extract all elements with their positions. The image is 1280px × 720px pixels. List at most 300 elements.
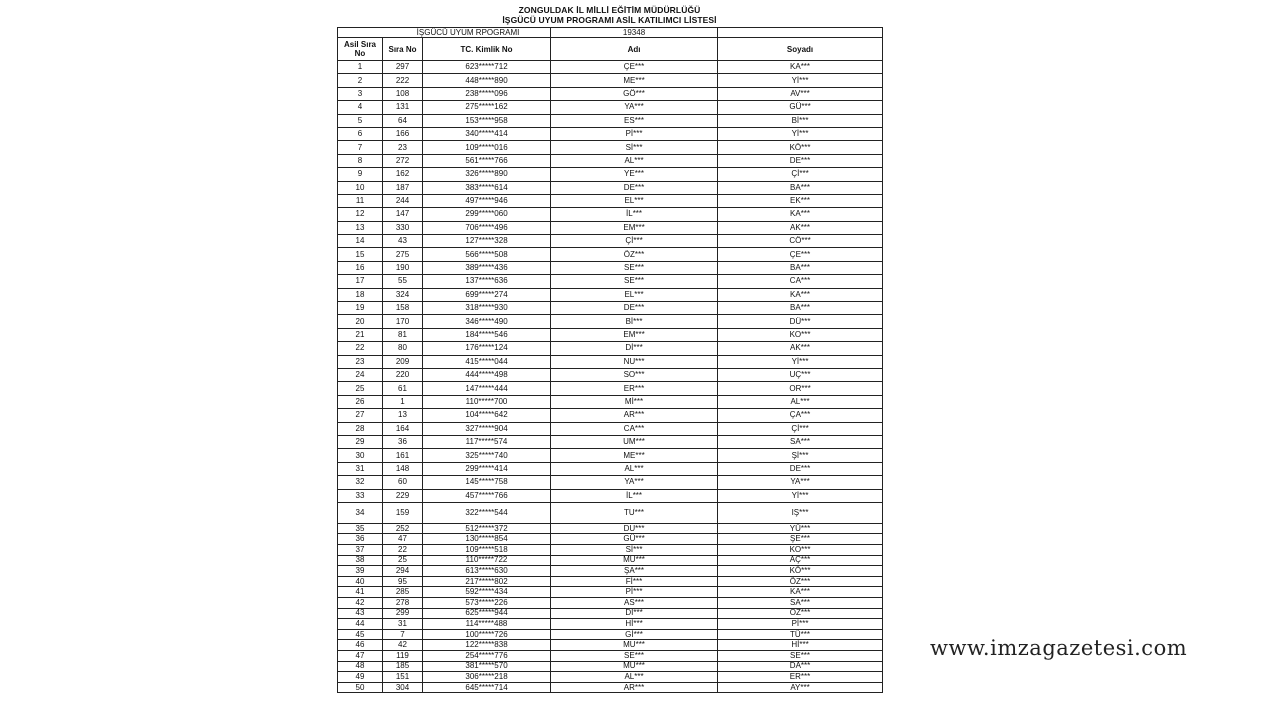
table-row [338,395,883,408]
adi-cell: DU*** [551,523,718,534]
table-row [338,261,883,274]
soyadi-cell: AÇ*** [718,555,883,566]
adi-cell: ŞA*** [551,566,718,577]
table-row [338,682,883,693]
table-row [338,566,883,577]
sira-no-cell: 229 [383,489,423,502]
asil-sira-cell: 11 [338,194,383,207]
table-row [338,114,883,127]
table-row [338,629,883,640]
soyadi-cell: ÇE*** [718,248,883,261]
adi-cell: MU*** [551,661,718,672]
asil-sira-cell: 24 [338,368,383,381]
tc-kimlik-cell: 497*****946 [423,194,551,207]
tc-kimlik-cell: 137*****636 [423,275,551,288]
soyadi-cell: Çİ*** [718,168,883,181]
adi-cell: CA*** [551,422,718,435]
table-row [338,534,883,545]
tc-kimlik-cell: 561*****766 [423,154,551,167]
program-row [338,28,883,38]
adi-cell: YE*** [551,168,718,181]
adi-cell: YA*** [551,476,718,489]
adi-cell: GÖ*** [551,87,718,100]
sira-no-cell: 159 [383,502,423,523]
adi-cell: AR*** [551,682,718,693]
asil-sira-cell: 16 [338,261,383,274]
sira-no-cell: 80 [383,342,423,355]
asil-sira-cell: 49 [338,672,383,683]
adi-cell: SE*** [551,651,718,662]
tc-kimlik-cell: 346*****490 [423,315,551,328]
adi-cell: TU*** [551,502,718,523]
adi-cell: AL*** [551,154,718,167]
adi-cell: SE*** [551,261,718,274]
adi-cell: UM*** [551,435,718,448]
tc-kimlik-cell: 625*****944 [423,608,551,619]
sira-no-cell: 285 [383,587,423,598]
asil-sira-cell: 20 [338,315,383,328]
tc-kimlik-cell: 176*****124 [423,342,551,355]
table-row [338,355,883,368]
asil-sira-cell: 2 [338,74,383,87]
participant-table [337,27,883,693]
table-row [338,235,883,248]
sira-no-cell: 119 [383,651,423,662]
tc-kimlik-cell: 512*****372 [423,523,551,534]
asil-sira-cell: 44 [338,619,383,630]
adi-cell: SE*** [551,275,718,288]
soyadi-cell: IŞ*** [718,502,883,523]
soyadi-cell: SA*** [718,598,883,609]
sira-no-cell: 1 [383,395,423,408]
tc-kimlik-cell: 299*****414 [423,462,551,475]
adi-cell: YA*** [551,101,718,114]
soyadi-cell: AL*** [718,395,883,408]
tc-kimlik-cell: 109*****518 [423,545,551,556]
sira-no-cell: 330 [383,221,423,234]
asil-sira-cell: 5 [338,114,383,127]
soyadi-cell: KA*** [718,288,883,301]
col-header-adi: Adı [551,38,718,61]
adi-cell: EM*** [551,221,718,234]
sira-no-cell: 42 [383,640,423,651]
table-row [338,208,883,221]
sira-no-cell: 22 [383,545,423,556]
table-row [338,576,883,587]
adi-cell: ES*** [551,114,718,127]
table-row [338,141,883,154]
adi-cell: Hİ*** [551,619,718,630]
tc-kimlik-cell: 566*****508 [423,248,551,261]
tc-kimlik-cell: 110*****722 [423,555,551,566]
tc-kimlik-cell: 217*****802 [423,576,551,587]
asil-sira-cell: 19 [338,302,383,315]
asil-sira-cell: 25 [338,382,383,395]
table-row [338,181,883,194]
table-row [338,651,883,662]
watermark-text: www.imzagazetesi.com [930,636,1188,660]
sira-no-cell: 23 [383,141,423,154]
table-row [338,587,883,598]
document-title: ZONGULDAK İL MİLLİ EĞİTİM MÜDÜRLÜĞÜ [518,5,701,15]
tc-kimlik-cell: 322*****544 [423,502,551,523]
tc-kimlik-cell: 327*****904 [423,422,551,435]
table-row [338,221,883,234]
table-row [338,545,883,556]
soyadi-cell: UÇ*** [718,368,883,381]
adi-cell: AL*** [551,462,718,475]
adi-cell: İL*** [551,489,718,502]
sira-no-cell: 95 [383,576,423,587]
adi-cell: ME*** [551,74,718,87]
asil-sira-cell: 7 [338,141,383,154]
soyadi-cell: AY*** [718,682,883,693]
tc-kimlik-cell: 326*****890 [423,168,551,181]
sira-no-cell: 278 [383,598,423,609]
tc-kimlik-cell: 325*****740 [423,449,551,462]
adi-cell: NU*** [551,355,718,368]
soyadi-cell: ÇA*** [718,409,883,422]
sira-no-cell: 158 [383,302,423,315]
document-subtitle: İŞGÜCÜ UYUM PROGRAMI ASİL KATILIMCI LİSTESİ [502,15,717,25]
adi-cell: Dİ*** [551,608,718,619]
tc-kimlik-cell: 318*****930 [423,302,551,315]
soyadi-cell: KÖ*** [718,141,883,154]
soyadi-cell: Yİ*** [718,127,883,140]
adi-cell: AL*** [551,672,718,683]
adi-cell: DE*** [551,181,718,194]
soyadi-cell: DA*** [718,661,883,672]
adi-cell: Dİ*** [551,342,718,355]
sira-no-cell: 190 [383,261,423,274]
soyadi-cell: CÖ*** [718,235,883,248]
soyadi-cell: Pİ*** [718,619,883,630]
asil-sira-cell: 6 [338,127,383,140]
sira-no-cell: 61 [383,382,423,395]
table-row [338,672,883,683]
asil-sira-cell: 22 [338,342,383,355]
adi-cell: MU*** [551,640,718,651]
table-row [338,342,883,355]
tc-kimlik-cell: 299*****060 [423,208,551,221]
tc-kimlik-cell: 706*****496 [423,221,551,234]
soyadi-cell: GÜ*** [718,101,883,114]
tc-kimlik-cell: 109*****016 [423,141,551,154]
asil-sira-cell: 27 [338,409,383,422]
asil-sira-cell: 28 [338,422,383,435]
soyadi-cell: Bİ*** [718,114,883,127]
sira-no-cell: 147 [383,208,423,221]
sira-no-cell: 187 [383,181,423,194]
sira-no-cell: 170 [383,315,423,328]
tc-kimlik-cell: 623*****712 [423,61,551,74]
sira-no-cell: 209 [383,355,423,368]
col-header-soyadi: Soyadı [718,38,883,61]
asil-sira-cell: 13 [338,221,383,234]
soyadi-cell: TÜ*** [718,629,883,640]
table-row [338,61,883,74]
adi-cell: Fİ*** [551,576,718,587]
table-row [338,168,883,181]
asil-sira-cell: 34 [338,502,383,523]
adi-cell: EM*** [551,328,718,341]
sira-no-cell: 60 [383,476,423,489]
tc-kimlik-cell: 110*****700 [423,395,551,408]
table-row [338,476,883,489]
sira-no-cell: 25 [383,555,423,566]
tc-kimlik-cell: 100*****726 [423,629,551,640]
adi-cell: AR*** [551,409,718,422]
asil-sira-cell: 12 [338,208,383,221]
adi-cell: DE*** [551,302,718,315]
adi-cell: Sİ*** [551,545,718,556]
table-row [338,302,883,315]
sira-no-cell: 275 [383,248,423,261]
tc-kimlik-cell: 592*****434 [423,587,551,598]
adi-cell: İL*** [551,208,718,221]
asil-sira-cell: 35 [338,523,383,534]
asil-sira-cell: 9 [338,168,383,181]
soyadi-cell: ŞE*** [718,534,883,545]
soyadi-cell: DÜ*** [718,315,883,328]
soyadi-cell: SA*** [718,435,883,448]
tc-kimlik-cell: 383*****614 [423,181,551,194]
soyadi-cell: CA*** [718,275,883,288]
table-row [338,449,883,462]
tc-kimlik-cell: 104*****642 [423,409,551,422]
tc-kimlik-cell: 254*****776 [423,651,551,662]
table-row [338,74,883,87]
soyadi-cell: SE*** [718,651,883,662]
asil-sira-cell: 1 [338,61,383,74]
table-row [338,502,883,523]
table-row [338,608,883,619]
table-row [338,661,883,672]
soyadi-cell: EK*** [718,194,883,207]
sira-no-cell: 13 [383,409,423,422]
adi-cell: Pİ*** [551,587,718,598]
asil-sira-cell: 18 [338,288,383,301]
asil-sira-cell: 29 [338,435,383,448]
asil-sira-cell: 38 [338,555,383,566]
tc-kimlik-cell: 145*****758 [423,476,551,489]
tc-kimlik-cell: 448*****890 [423,74,551,87]
sira-no-cell: 164 [383,422,423,435]
tc-kimlik-cell: 389*****436 [423,261,551,274]
sira-no-cell: 131 [383,101,423,114]
table-row [338,368,883,381]
table-row [338,154,883,167]
adi-cell: MU*** [551,555,718,566]
asil-sira-cell: 36 [338,534,383,545]
asil-sira-cell: 14 [338,235,383,248]
asil-sira-cell: 17 [338,275,383,288]
table-row [338,422,883,435]
sira-no-cell: 47 [383,534,423,545]
asil-sira-cell: 26 [338,395,383,408]
program-label: İŞGÜCÜ UYUM RPOGRAMI [338,28,551,38]
asil-sira-cell: 21 [338,328,383,341]
soyadi-cell: YA*** [718,476,883,489]
table-row [338,640,883,651]
soyadi-cell: Çİ*** [718,422,883,435]
soyadi-cell: YÜ*** [718,523,883,534]
adi-cell: Çİ*** [551,235,718,248]
soyadi-cell: ÖZ*** [718,608,883,619]
tc-kimlik-cell: 340*****414 [423,127,551,140]
sira-no-cell: 185 [383,661,423,672]
tc-kimlik-cell: 306*****218 [423,672,551,683]
table-row [338,275,883,288]
table-row [338,598,883,609]
asil-sira-cell: 33 [338,489,383,502]
soyadi-cell: DE*** [718,154,883,167]
table-header [338,38,883,61]
tc-kimlik-cell: 381*****570 [423,661,551,672]
sira-no-cell: 7 [383,629,423,640]
adi-cell: AS*** [551,598,718,609]
asil-sira-cell: 42 [338,598,383,609]
asil-sira-cell: 41 [338,587,383,598]
adi-cell: ER*** [551,382,718,395]
adi-cell: SO*** [551,368,718,381]
sira-no-cell: 162 [383,168,423,181]
tc-kimlik-cell: 573*****226 [423,598,551,609]
sira-no-cell: 148 [383,462,423,475]
program-code: 19348 [551,28,718,38]
sira-no-cell: 151 [383,672,423,683]
asil-sira-cell: 23 [338,355,383,368]
sira-no-cell: 252 [383,523,423,534]
tc-kimlik-cell: 114*****488 [423,619,551,630]
soyadi-cell: KO*** [718,328,883,341]
soyadi-cell: KÖ*** [718,566,883,577]
sira-no-cell: 244 [383,194,423,207]
tc-kimlik-cell: 444*****498 [423,368,551,381]
tc-kimlik-cell: 457*****766 [423,489,551,502]
tc-kimlik-cell: 613*****630 [423,566,551,577]
soyadi-cell: Yİ*** [718,74,883,87]
adi-cell: Pİ*** [551,127,718,140]
tc-kimlik-cell: 147*****444 [423,382,551,395]
soyadi-cell: ER*** [718,672,883,683]
tc-kimlik-cell: 153*****958 [423,114,551,127]
soyadi-cell: OR*** [718,382,883,395]
sira-no-cell: 43 [383,235,423,248]
table-row [338,435,883,448]
soyadi-cell: Hİ*** [718,640,883,651]
asil-sira-cell: 39 [338,566,383,577]
asil-sira-cell: 8 [338,154,383,167]
sira-no-cell: 222 [383,74,423,87]
soyadi-cell: DE*** [718,462,883,475]
asil-sira-cell: 48 [338,661,383,672]
tc-kimlik-cell: 122*****838 [423,640,551,651]
tc-kimlik-cell: 238*****096 [423,87,551,100]
soyadi-cell: BA*** [718,181,883,194]
table-row [338,101,883,114]
adi-cell: Bİ*** [551,315,718,328]
table-row [338,87,883,100]
sira-no-cell: 108 [383,87,423,100]
tc-kimlik-cell: 184*****546 [423,328,551,341]
table-row [338,328,883,341]
sira-no-cell: 299 [383,608,423,619]
asil-sira-cell: 43 [338,608,383,619]
adi-cell: Mİ*** [551,395,718,408]
asil-sira-cell: 50 [338,682,383,693]
soyadi-cell: KA*** [718,208,883,221]
sira-no-cell: 55 [383,275,423,288]
sira-no-cell: 161 [383,449,423,462]
sira-no-cell: 81 [383,328,423,341]
sira-no-cell: 64 [383,114,423,127]
table-row [338,315,883,328]
tc-kimlik-cell: 117*****574 [423,435,551,448]
sira-no-cell: 31 [383,619,423,630]
table-row [338,382,883,395]
asil-sira-cell: 10 [338,181,383,194]
asil-sira-cell: 32 [338,476,383,489]
table-row [338,127,883,140]
col-header-tc: TC. Kimlik No [423,38,551,61]
soyadi-cell: BA*** [718,261,883,274]
asil-sira-cell: 40 [338,576,383,587]
soyadi-cell: KA*** [718,61,883,74]
adi-cell: GÜ*** [551,534,718,545]
asil-sira-cell: 15 [338,248,383,261]
document-page [337,0,882,693]
col-header-sira: Sıra No [383,38,423,61]
program-empty-cell [718,28,883,38]
asil-sira-cell: 46 [338,640,383,651]
soyadi-cell: AK*** [718,342,883,355]
table-row [338,489,883,502]
soyadi-cell: Şİ*** [718,449,883,462]
sira-no-cell: 304 [383,682,423,693]
adi-cell: EL*** [551,288,718,301]
sira-no-cell: 166 [383,127,423,140]
sira-no-cell: 324 [383,288,423,301]
tc-kimlik-cell: 699*****274 [423,288,551,301]
sira-no-cell: 297 [383,61,423,74]
sira-no-cell: 36 [383,435,423,448]
col-header-asil-sira: Asil Sıra No [338,38,383,61]
asil-sira-cell: 4 [338,101,383,114]
table-row [338,409,883,422]
sira-no-cell: 272 [383,154,423,167]
table-row [338,619,883,630]
table-row [338,288,883,301]
sira-no-cell: 294 [383,566,423,577]
soyadi-cell: BA*** [718,302,883,315]
asil-sira-cell: 3 [338,87,383,100]
soyadi-cell: KO*** [718,545,883,556]
table-row [338,194,883,207]
sira-no-cell: 220 [383,368,423,381]
asil-sira-cell: 45 [338,629,383,640]
table-row [338,248,883,261]
adi-cell: Sİ*** [551,141,718,154]
soyadi-cell: KA*** [718,587,883,598]
asil-sira-cell: 30 [338,449,383,462]
adi-cell: ÖZ*** [551,248,718,261]
table-row [338,462,883,475]
table-row [338,555,883,566]
adi-cell: ME*** [551,449,718,462]
tc-kimlik-cell: 415*****044 [423,355,551,368]
asil-sira-cell: 47 [338,651,383,662]
